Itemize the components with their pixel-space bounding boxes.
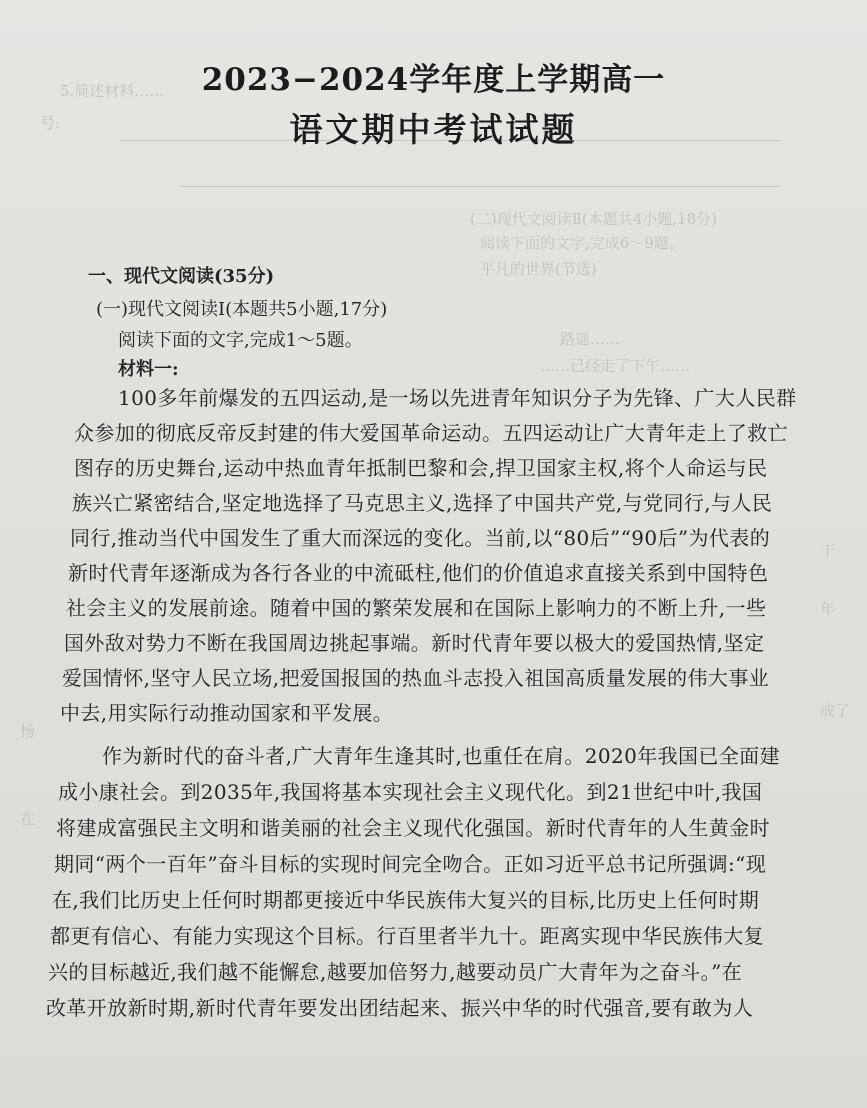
passage-line: 都更有信心、有能力实现这个目标。行百里者半九十。距离实现中华民族伟大复: [50, 924, 764, 948]
section-heading: 一、现代文阅读(35分): [88, 266, 275, 287]
passage-line: 在,我们比历史上任何时期都更接近中华民族伟大复兴的目标,比历史上任何时期: [52, 888, 760, 912]
passage-line: 将建成富强民主文明和谐美丽的社会主义现代化强国。新时代青年的人生黄金时: [56, 816, 770, 840]
passage-line: 改革开放新时期,新时代青年要发出团结起来、振兴中华的时代强音,要有敢为人: [46, 996, 754, 1020]
exam-page: 5.简述材料…… 号: (二)现代文阅读Ⅱ(本题共4小题,18分) 阅读下面的文字,完成6～9题。 平凡的世界(节选) 路遥…… ……已经走了下午…… 干 年 成了 杨 在 2023−2024学年度上学期高一 语文期中考试试题 一、现代文阅读(35分) (一)现代文阅读Ⅰ(本题共5小题,17分) 阅读下面的文字,完成1～5题。 材料一: 100多年前爆发的五四运动,是一场以先进青年知识分子为先锋、广大人民群 众参加的彻底反帝反封建的伟大爱国革命运动。五四运动让广大青年走上了救亡 图存的历史舞台,运动中热血青年抵制巴黎和会,捍卫国家主权,将个人命运与民 族兴亡紧密结合,坚定地选择了马克思主义,选择了中国共产党,与党同行,与人民 同行,推动当代中国发生了重大而深远的变化。当前,以“80后”“90后”为代表的 新时代青年逐渐成为各行各业的中流砥柱,他们的价值追求直接关系到中国特色 社会主义的发展前途。随着中国的繁荣发展和在国际上影响力的不断上升,一些 国外敌对势力不断在我国周边挑起事端。新时代青年要以极大的爱国热情,坚定 爱国情怀,坚守人民立场,把爱国报国的热血斗志投入祖国高质量发展的伟大事业 中去,用实际行动推动国家和平发展。 作为新时代的奋斗者,广大青年生逢其时,也重任在肩。2020年我国已全面建 成小康社会。到2035年,我国将基本实现社会主义现代化。到21世纪中叶,我国 将建成富强民主文明和谐美丽的社会主义现代化强国。新时代青年的人生黄金时 期同“两个一百年”奋斗目标的实现时间完全吻合。正如习近平总书记所强调:“现 在,我们比历史上任何时期都更接近中华民族伟大复兴的目标,比历史上任何时期 都更有信心、有能力实现这个目标。行百里者半九十。距离实现中华民族伟大复 兴的目标越近,我们越不能懈怠,越要加倍努力,越要动员广大青年为之奋斗。”在 改革开放新时期,新时代青年要发出团结起来、振兴中华的时代强音,要有敢为人: [0, 0, 867, 1108]
exam-title-line2: 语文期中考试试题: [289, 110, 578, 149]
passage-line: 中去,用实际行动推动国家和平发展。: [60, 701, 394, 725]
passage-line: 作为新时代的奋斗者,广大青年生逢其时,也重任在肩。2020年我国已全面建: [102, 744, 781, 768]
passage-line: 族兴亡紧密结合,坚定地选择了马克思主义,选择了中国共产党,与党同行,与人民: [72, 491, 773, 515]
passage-line: 同行,推动当代中国发生了重大而深远的变化。当前,以“80后”“90后”为代表的: [70, 526, 771, 550]
passage-line: 图存的历史舞台,运动中热血青年抵制巴黎和会,捍卫国家主权,将个人命运与民: [74, 456, 768, 480]
exam-title-line1: 2023−2024学年度上学期高一: [201, 62, 666, 98]
passage-line: 社会主义的发展前途。随着中国的繁荣发展和在国际上影响力的不断上升,一些: [66, 596, 767, 620]
subsection-heading: (一)现代文阅读Ⅰ(本题共5小题,17分): [96, 299, 388, 320]
passage-line: 兴的目标越近,我们越不能懈怠,越要加倍努力,越要动员广大青年为之奋斗。”在: [48, 960, 743, 984]
passage-line: 众参加的彻底反帝反封建的伟大爱国革命运动。五四运动让广大青年走上了救亡: [74, 421, 788, 445]
passage-line: 成小康社会。到2035年,我国将基本实现社会主义现代化。到21世纪中叶,我国: [58, 780, 763, 804]
passage-line: 期同“两个一百年”奋斗目标的实现时间完全吻合。正如习近平总书记所强调:“现: [54, 852, 767, 876]
passage-line: 100多年前爆发的五四运动,是一场以先进青年知识分子为先锋、广大人民群: [118, 386, 797, 410]
material-label: 材料一:: [118, 359, 179, 380]
passage-line: 国外敌对势力不断在我国周边挑起事端。新时代青年要以极大的爱国热情,坚定: [64, 631, 765, 655]
reading-instruction: 阅读下面的文字,完成1～5题。: [118, 330, 363, 351]
passage-line: 爱国情怀,坚守人民立场,把爱国报国的热血斗志投入祖国高质量发展的伟大事业: [62, 666, 770, 690]
passage-line: 新时代青年逐渐成为各行各业的中流砥柱,他们的价值追求直接关系到中国特色: [68, 561, 769, 585]
